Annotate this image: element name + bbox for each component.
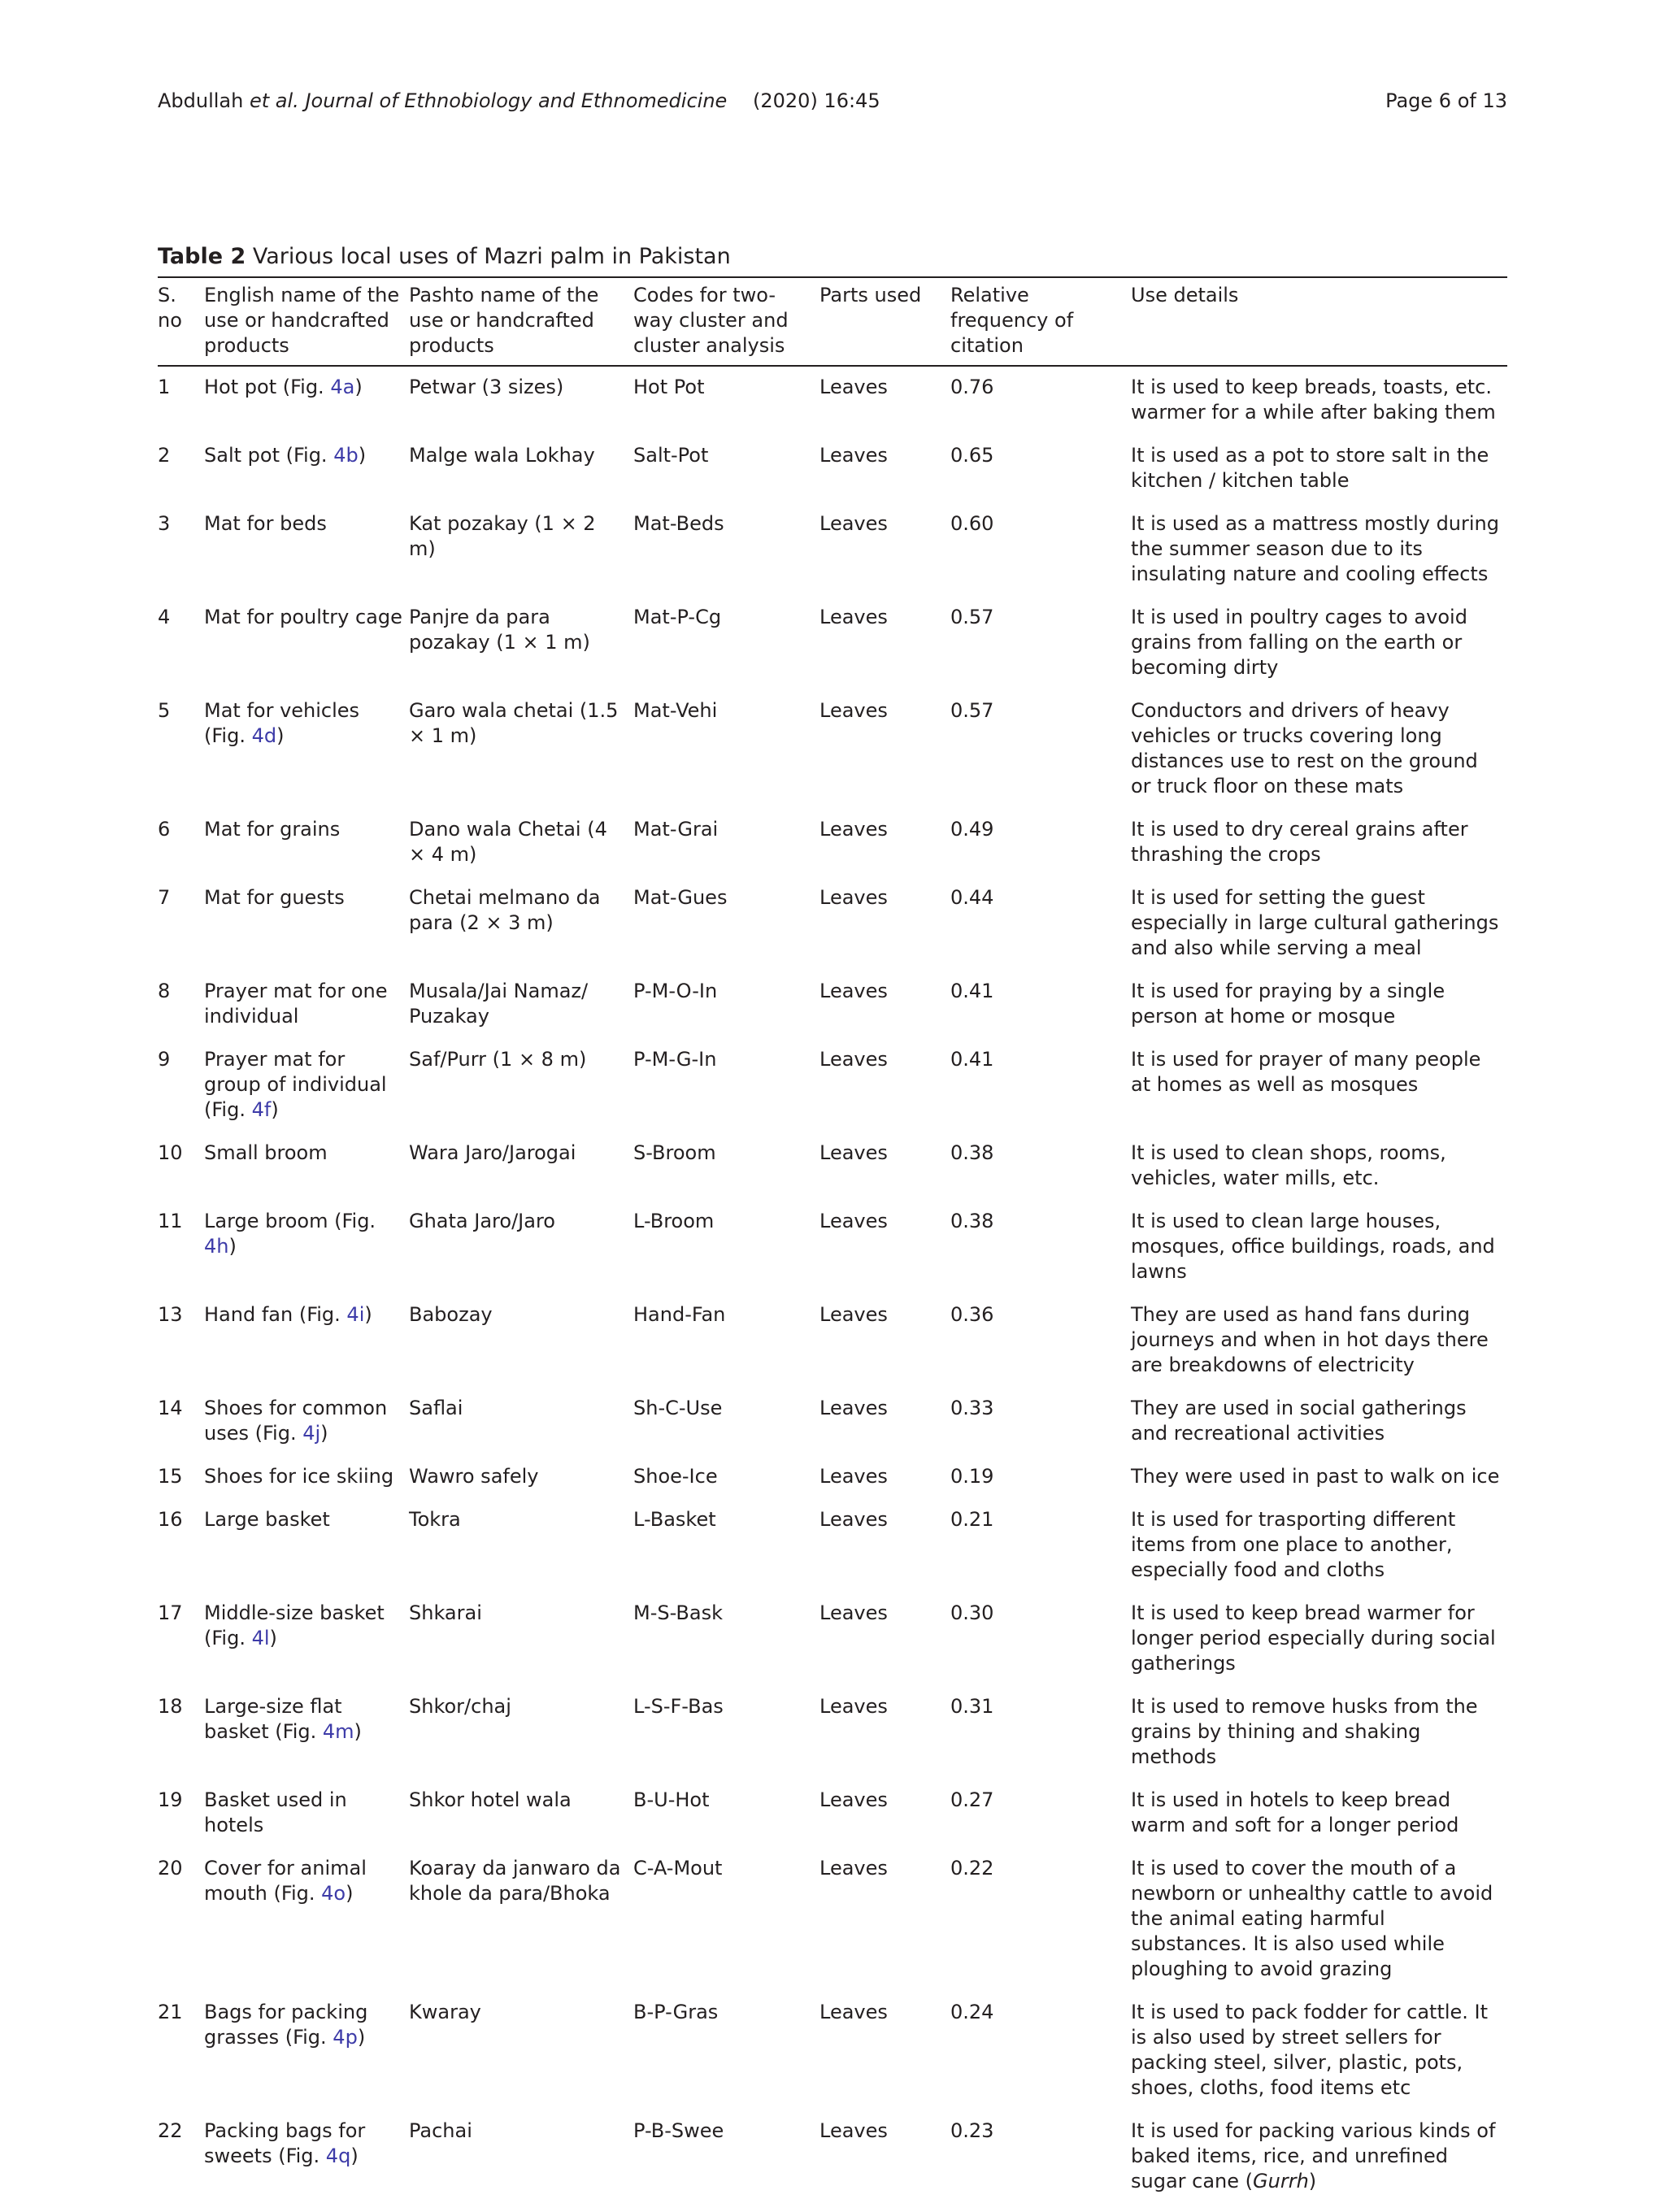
figure-panel-letter: o [333,1882,346,1905]
english-name-close: ) [276,724,285,747]
col-header-rfc: Relative frequency of citation [950,284,1074,357]
cell-rfc: 0.31 [950,1695,994,1718]
cell-english-name [204,1204,409,1297]
cell-code: Hand-Fan [633,1303,726,1326]
english-name-text: Prayer mat for group of individual (Fig. [204,1048,387,1121]
cell-rfc: 0.23 [950,2119,994,2142]
cell-sno: 20 [158,1857,183,1880]
cell-pashto-name: Saflai [409,1397,463,1419]
table-row [158,1459,1507,1502]
table-row [158,1995,1507,2114]
cell-english-name [204,693,409,812]
cell-rfc: 0.41 [950,1048,994,1071]
cell-code: L-S-F-Bas [633,1695,724,1718]
cell-code: Mat-P-Cg [633,606,722,628]
table-row [158,506,1507,600]
figure-link: 4 [204,1235,217,1258]
table-row [158,1204,1507,1297]
cell-parts-used: Leaves [819,980,888,1002]
cell-parts-used: Leaves [819,2119,888,2142]
table-row [158,1502,1507,1596]
table-row [158,366,1507,438]
cell-sno: 5 [158,699,171,722]
cell-sno: 4 [158,606,171,628]
authors: Abdullah [158,89,244,112]
english-name-close: ) [357,2026,366,2049]
cell-code: Hot Pot [633,376,705,398]
figure-link: 4 [321,1882,334,1905]
cell-parts-used: Leaves [819,376,888,398]
cell-use-details: It is used to dry cereal grains after thrashing the crops [1131,818,1468,866]
cell-parts-used: Leaves [819,1141,888,1164]
cell-code: L-Broom [633,1210,715,1232]
figure-link: 4 [330,376,343,398]
cell-pashto-name: Dano wala Chetai (4 × 4 m) [409,818,607,866]
cell-code: Mat-Vehi [633,699,718,722]
cell-parts-used: Leaves [819,1465,888,1488]
cell-use-details: They were used in past to walk on ice [1131,1465,1500,1488]
cell-rfc: 0.57 [950,699,994,722]
cell-english-name [204,1995,409,2114]
cell-english-name: Mat for beds [204,512,327,535]
cell-english-name: Basket used in hotels [204,1788,347,1836]
cell-sno: 21 [158,2001,183,2023]
cell-use-details: It is used for setting the guest especially in large cultural gatherings and also while serving a meal [1131,886,1499,959]
cell-english-name [204,1042,409,1136]
cell-pashto-name: Garo wala chetai (1.5 × 1 m) [409,699,619,747]
english-name-text: Mat for vehicles (Fig. [204,699,360,747]
table-row [158,1596,1507,1689]
cell-parts-used: Leaves [819,1397,888,1419]
cell-use-details: It is used as a mattress mostly during the summer season due to its insulating nature and cooling effects [1131,512,1499,585]
english-name-text: Middle-size basket (Fig. [204,1601,385,1649]
table-row [158,438,1507,506]
cell-parts-used: Leaves [819,1695,888,1718]
cell-english-name: Mat for poultry cage [204,606,402,628]
cell-code: B-U-Hot [633,1788,710,1811]
col-header-english-name: English name of the use or handcrafted products [204,284,400,357]
table-row [158,693,1507,812]
use-details-italic: Gurrh [1253,2170,1309,2192]
cell-code: M-S-Bask [633,1601,723,1624]
figure-link: 4 [302,1422,315,1445]
english-name-text: Salt pot (Fig. [204,444,334,467]
table-row [158,1391,1507,1459]
cell-use-details: It is used as a pot to store salt in the kitchen / kitchen table [1131,444,1489,492]
english-name-close: ) [358,444,367,467]
english-name-text: Bags for packing grasses (Fig. [204,2001,368,2049]
figure-link: 4 [251,724,264,747]
english-name-text: Hand fan (Fig. [204,1303,347,1326]
figure-panel-letter: d [263,724,277,747]
cell-pashto-name: Koaray da janwaro da khole da para/Bhoka [409,1857,621,1905]
cell-sno: 2 [158,444,171,467]
header-row [158,277,1507,366]
figure-panel-letter: b [346,444,359,467]
cell-use-details: It is used for prayer of many people at homes as well as mosques [1131,1048,1481,1096]
table-body [158,366,1507,2207]
table-row [158,1136,1507,1204]
cell-code: Mat-Beds [633,512,724,535]
figure-panel-letter: i [359,1303,365,1326]
cell-rfc: 0.19 [950,1465,994,1488]
col-header-parts-used: Parts used [819,284,922,306]
cell-rfc: 0.60 [950,512,994,535]
cell-sno: 1 [158,376,171,398]
cell-sno: 22 [158,2119,183,2142]
figure-link: 4 [333,2026,346,2049]
figure-link: 4 [251,1098,264,1121]
table-row [158,1851,1507,1995]
cell-use-details: It is used for trasporting different items from one place to another, especially food and cloths [1131,1508,1456,1581]
cell-english-name [204,1851,409,1995]
cell-rfc: 0.22 [950,1857,994,1880]
cell-english-name [204,1689,409,1783]
figure-panel-letter: f [263,1098,272,1121]
cell-english-name: Mat for grains [204,818,341,841]
cell-use-details: They are used as hand fans during journeys and when in hot days there are breakdowns of electricity [1131,1303,1489,1376]
cell-rfc: 0.41 [950,980,994,1002]
cell-pashto-name: Shkor/chaj [409,1695,511,1718]
figure-panel-letter: h [216,1235,229,1258]
col-header-use-details: Use details [1131,284,1239,306]
figure-panel-letter: a [342,376,355,398]
cell-code: Salt-Pot [633,444,709,467]
english-name-close: ) [364,1303,372,1326]
cell-parts-used: Leaves [819,512,888,535]
cell-rfc: 0.76 [950,376,994,398]
cell-english-name [204,2114,409,2207]
cell-english-name [204,1596,409,1689]
english-name-close: ) [271,1098,279,1121]
cell-parts-used: Leaves [819,1210,888,1232]
cell-sno: 15 [158,1465,183,1488]
cell-use-details: It is used in poultry cages to avoid grains from falling on the earth or becoming dirty [1131,606,1467,679]
cell-english-name [204,366,409,438]
cell-sno: 6 [158,818,171,841]
table-row [158,1297,1507,1391]
figure-panel-letter: m [335,1720,354,1743]
english-name-text: Cover for animal mouth (Fig. [204,1857,367,1905]
cell-parts-used: Leaves [819,886,888,909]
figure-panel-letter: l [263,1627,270,1649]
cell-sno: 19 [158,1788,183,1811]
cell-use-details: It is used to clean large houses, mosques, office buildings, roads, and lawns [1131,1210,1495,1283]
cell-sno: 14 [158,1397,183,1419]
english-name-close: ) [320,1422,328,1445]
cell-pashto-name: Wara Jaro/Jarogai [409,1141,576,1164]
cell-pashto-name: Saf/Purr (1 × 8 m) [409,1048,587,1071]
english-name-close: ) [228,1235,237,1258]
cell-use-details: It is used in hotels to keep bread warm and soft for a longer period [1131,1788,1459,1836]
cell-sno: 11 [158,1210,183,1232]
figure-link: 4 [333,444,346,467]
cell-rfc: 0.49 [950,818,994,841]
cell-english-name: Shoes for ice skiing [204,1465,394,1488]
cell-code: Shoe-Ice [633,1465,718,1488]
cell-parts-used: Leaves [819,1048,888,1071]
cell-parts-used: Leaves [819,2001,888,2023]
journal-name: Journal of Ethnobiology and Ethnomedicine [305,89,728,112]
figure-link: 4 [251,1627,264,1649]
cell-pashto-name: Shkor hotel wala [409,1788,572,1811]
uses-table [158,276,1507,2207]
table-row [158,1783,1507,1851]
cell-code: Mat-Grai [633,818,719,841]
table-caption-label: Table 2 [158,244,246,269]
cell-sno: 16 [158,1508,183,1531]
cell-pashto-name: Wawro safely [409,1465,539,1488]
cell-use-details: They are used in social gatherings and recreational activities [1131,1397,1467,1445]
english-name-text: Large broom (Fig. [204,1210,376,1232]
cell-parts-used: Leaves [819,1601,888,1624]
cell-code: Mat-Gues [633,886,728,909]
cell-pashto-name: Babozay [409,1303,493,1326]
cell-sno: 8 [158,980,171,1002]
cell-rfc: 0.24 [950,2001,994,2023]
cell-code: S-Broom [633,1141,716,1164]
cell-sno: 13 [158,1303,183,1326]
cell-pashto-name: Petwar (3 sizes) [409,376,564,398]
cell-use-details: It is used to pack fodder for cattle. It is also used by street sellers for packing steel, silver, plastic, pots, shoes, cloths, food items etc [1131,2001,1489,2099]
table-caption [158,242,1507,272]
cell-parts-used: Leaves [819,699,888,722]
table-row [158,600,1507,693]
cell-use-details: It is used to clean shops, rooms, vehicles, water mills, etc. [1131,1141,1446,1189]
running-head [158,88,1507,120]
cell-parts-used: Leaves [819,1857,888,1880]
figure-link: 4 [325,2145,339,2167]
cell-rfc: 0.57 [950,606,994,628]
page-number: Page 6 of 13 [1385,89,1507,112]
cell-rfc: 0.27 [950,1788,994,1811]
cell-use-details: Conductors and drivers of heavy vehicles or trucks covering long distances use to rest on the ground or truck floor on these mats [1131,699,1478,797]
figure-panel-letter: j [315,1422,321,1445]
citation-year-volume: (2020) 16:45 [753,89,880,112]
col-header-sno: S. no [158,284,182,332]
table-row [158,880,1507,974]
cell-use-details [1131,2114,1507,2207]
english-name-close: ) [354,1720,362,1743]
cell-pashto-name: Musala/Jai Namaz/ Puzakay [409,980,589,1028]
cell-code: P-B-Swee [633,2119,724,2142]
cell-rfc: 0.44 [950,886,994,909]
cell-pashto-name: Chetai melmano da para (2 × 3 m) [409,886,601,934]
cell-rfc: 0.38 [950,1210,994,1232]
table-row [158,1042,1507,1136]
cell-parts-used: Leaves [819,1508,888,1531]
cell-code: Sh-C-Use [633,1397,723,1419]
cell-pashto-name: Pachai [409,2119,472,2142]
cell-pashto-name: Kat pozakay (1 × 2 m) [409,512,596,560]
table-row [158,974,1507,1042]
cell-use-details: It is used to keep breads, toasts, etc. warmer for a while after baking them [1131,376,1496,424]
cell-rfc: 0.65 [950,444,994,467]
cell-english-name [204,1391,409,1459]
cell-parts-used: Leaves [819,818,888,841]
table-header [158,277,1507,366]
cell-pashto-name: Malge wala Lokhay [409,444,595,467]
use-details-text: It is used for packing various kinds of baked items, rice, and unrefined sugar cane ( [1131,2119,1496,2192]
cell-use-details: It is used to remove husks from the grains by thining and shaking methods [1131,1695,1478,1768]
table-row [158,2114,1507,2207]
cell-pashto-name: Tokra [409,1508,461,1531]
cell-sno: 18 [158,1695,183,1718]
english-name-text: Large-size flat basket (Fig. [204,1695,342,1743]
english-name-text: Shoes for common uses (Fig. [204,1397,388,1445]
cell-pashto-name: Kwaray [409,2001,481,2023]
cell-pashto-name: Shkarai [409,1601,482,1624]
cell-rfc: 0.33 [950,1397,994,1419]
cell-code: P-M-G-In [633,1048,717,1071]
cell-code: L-Basket [633,1508,716,1531]
col-header-pashto-name: Pashto name of the use or handcrafted products [409,284,599,357]
cell-parts-used: Leaves [819,1788,888,1811]
cell-pashto-name: Ghata Jaro/Jaro [409,1210,555,1232]
english-name-close: ) [269,1627,277,1649]
cell-sno: 3 [158,512,171,535]
english-name-close: ) [346,1882,354,1905]
cell-use-details: It is used for praying by a single person at home or mosque [1131,980,1445,1028]
cell-sno: 10 [158,1141,183,1164]
table-row [158,1689,1507,1783]
cell-sno: 9 [158,1048,171,1071]
cell-pashto-name: Panjre da para pozakay (1 × 1 m) [409,606,590,654]
figure-panel-letter: p [345,2026,358,2049]
cell-english-name: Mat for guests [204,886,345,909]
figure-link: 4 [346,1303,359,1326]
cell-rfc: 0.21 [950,1508,994,1531]
cell-use-details: It is used to cover the mouth of a newborn or unhealthy cattle to avoid the animal eating harmful substances. It is also used while ploughing to avoid grazing [1131,1857,1493,1980]
cell-parts-used: Leaves [819,1303,888,1326]
cell-code: P-M-O-In [633,980,718,1002]
cell-english-name: Large basket [204,1508,330,1531]
english-name-close: ) [354,376,363,398]
english-name-close: ) [350,2145,359,2167]
et-al: et al. [250,89,299,112]
cell-english-name: Prayer mat for one individual [204,980,388,1028]
cell-sno: 17 [158,1601,183,1624]
running-head-citation [158,88,727,114]
cell-use-details: It is used to keep bread warmer for longer period especially during social gatherings [1131,1601,1496,1675]
cell-rfc: 0.30 [950,1601,994,1624]
cell-sno: 7 [158,886,171,909]
cell-english-name [204,438,409,506]
cell-code: B-P-Gras [633,2001,719,2023]
cell-parts-used: Leaves [819,606,888,628]
cell-code: C-A-Mout [633,1857,723,1880]
col-header-codes: Codes for two-way cluster and cluster analysis [633,284,789,357]
english-name-text: Packing bags for sweets (Fig. [204,2119,366,2167]
cell-english-name: Small broom [204,1141,328,1164]
figure-link: 4 [322,1720,336,1743]
cell-parts-used: Leaves [819,444,888,467]
cell-english-name [204,1297,409,1391]
table-caption-text: Various local uses of Mazri palm in Pakistan [252,244,731,269]
english-name-text: Hot pot (Fig. [204,376,331,398]
use-details-close: ) [1308,2170,1317,2192]
figure-panel-letter: q [338,2145,351,2167]
cell-rfc: 0.38 [950,1141,994,1164]
table-row [158,812,1507,880]
cell-rfc: 0.36 [950,1303,994,1326]
